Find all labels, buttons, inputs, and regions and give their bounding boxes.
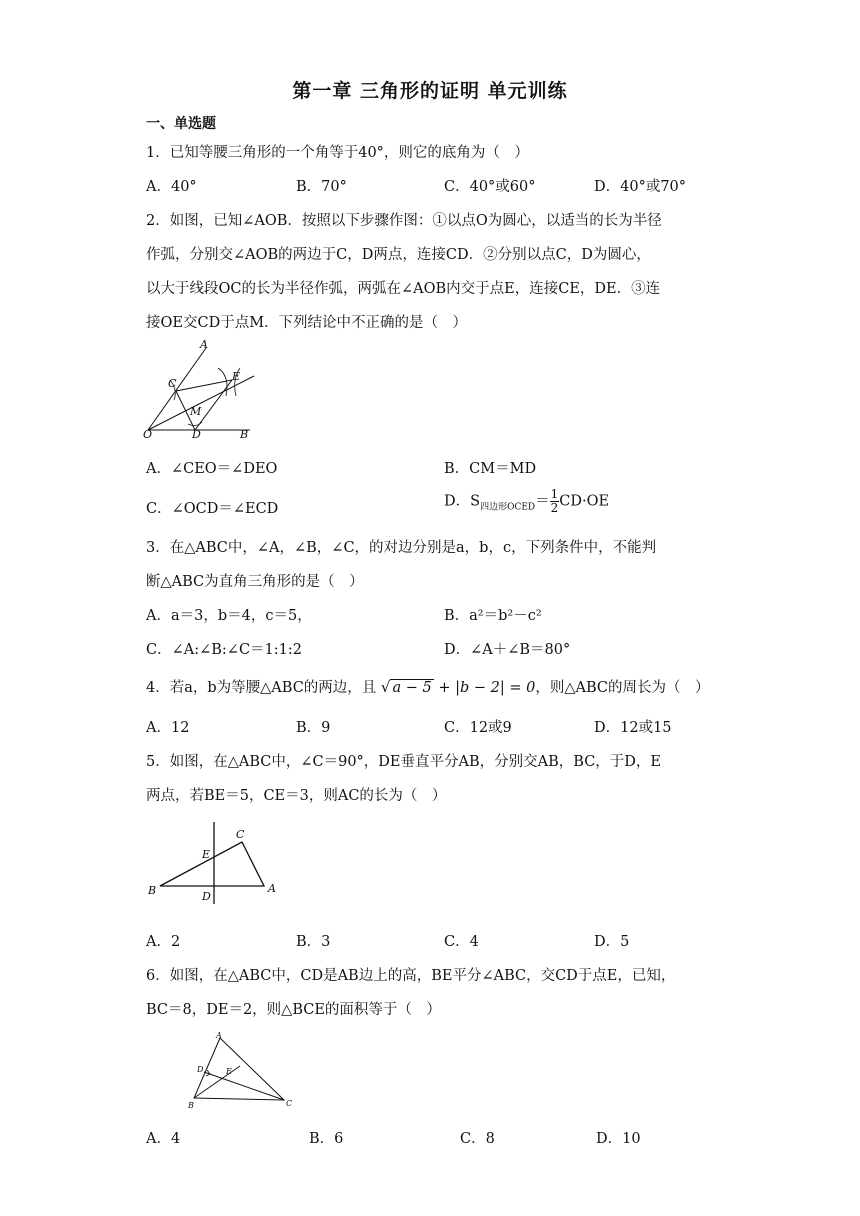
q5-option-b: B．3: [296, 934, 331, 950]
question-3-line-2: 断△ABC为直角三角形的是（ ）: [146, 574, 364, 590]
question-1-text: 1．已知等腰三角形的一个角等于40°，则它的底角为（ ）: [146, 145, 529, 161]
q5-label-a: A: [268, 882, 276, 895]
q1-option-d: D．40°或70°: [594, 179, 687, 195]
q4-option-d: D．12或15: [594, 720, 672, 736]
q5-label-c: C: [236, 828, 245, 841]
q2-label-a: A: [200, 338, 208, 351]
q6-label-b: B: [188, 1101, 194, 1110]
q3-option-d: D．∠A＋∠B＝80°: [444, 642, 571, 658]
q2-option-a: A．∠CEO＝∠DEO: [146, 461, 278, 477]
q5-option-d: D．5: [594, 934, 630, 950]
q4-sqrt-content: a − 5: [392, 680, 432, 696]
question-2-line-4: 接OE交CD于点M．下列结论中不正确的是（ ）: [146, 315, 468, 331]
q2-option-d-prefix: D．S: [444, 493, 481, 510]
question-6-line-1: 6．如图，在△ABC中，CD是AB边上的高，BE平分∠ABC，交CD于点E，已知，: [146, 968, 676, 984]
q2-label-m: M: [190, 405, 202, 418]
q5-label-d: D: [202, 890, 211, 903]
q5-label-e: E: [202, 848, 211, 861]
question-2-line-2: 作弧，分别交∠AOB的两边于C，D两点，连接CD．②分别以点C，D为圆心，: [146, 247, 651, 263]
q6-option-c: C．8: [460, 1131, 495, 1147]
q2-label-o: O: [143, 428, 153, 441]
q6-label-c: C: [286, 1099, 293, 1108]
q2-label-b: B: [240, 428, 249, 441]
q2-option-d-equals: ＝: [535, 493, 550, 510]
q1-option-a: A．40°: [146, 179, 197, 195]
q3-option-b: B．a²＝b²－c²: [444, 608, 542, 624]
q2-figure: [140, 338, 265, 442]
q6-option-a: A．4: [146, 1131, 181, 1147]
q2-label-d: D: [192, 428, 201, 441]
q6-option-d: D．10: [596, 1131, 641, 1147]
q1-option-b: B．70°: [296, 179, 347, 195]
q4-option-a: A．12: [146, 720, 190, 736]
q6-figure: [184, 1030, 296, 1112]
q4-option-c: C．12或9: [444, 720, 512, 736]
q5-figure: [142, 818, 282, 910]
question-2-line-1: 2．如图，已知∠AOB．按照以下步骤作图：①以点O为圆心，以适当的长为半径: [146, 213, 662, 229]
question-2-line-3: 以大于线段OC的长为半径作弧，两弧在∠AOB内交于点E，连接CE，DE．③连: [146, 281, 661, 297]
question-6-line-2: BC＝8，DE＝2，则△BCE的面积等于（ ）: [146, 1002, 441, 1018]
q2-option-d-suffix: CD·OE: [559, 493, 610, 510]
q4-suffix: ，则△ABC的周长为（ ）: [535, 680, 710, 696]
q5-option-a: A．2: [146, 934, 181, 950]
fraction-numerator: 1: [550, 487, 559, 501]
fraction-denominator: 2: [550, 501, 559, 515]
q6-option-b: B．6: [309, 1131, 344, 1147]
fraction: [550, 488, 560, 515]
q2-option-d-subscript: 四边形OCED: [480, 502, 536, 513]
q6-label-e: E: [226, 1067, 232, 1076]
q4-prefix: 4．若a，b为等腰△ABC的两边，且: [146, 680, 377, 696]
q3-option-c: C．∠A:∠B:∠C＝1:1:2: [146, 642, 302, 658]
q3-option-a: A．a＝3，b＝4，c＝5，: [146, 608, 312, 624]
question-5-line-2: 两点，若BE＝5，CE＝3，则AC的长为（ ）: [146, 788, 447, 804]
q2-label-e: E: [232, 370, 241, 383]
question-3-line-1: 3．在△ABC中，∠A，∠B，∠C，的对边分别是a，b，c，下列条件中，不能判: [146, 540, 657, 556]
q2-option-b: B．CM＝MD: [444, 461, 537, 477]
q2-label-c: C: [168, 377, 177, 390]
q2-option-d: [444, 488, 609, 515]
q1-option-c: C．40°或60°: [444, 179, 536, 195]
page-title: 第一章 三角形的证明 单元训练: [292, 80, 568, 102]
question-4-text: [146, 676, 709, 697]
sqrt-symbol: √: [380, 678, 391, 696]
q4-option-b: B．9: [296, 720, 331, 736]
q5-label-b: B: [148, 884, 157, 897]
q5-option-c: C．4: [444, 934, 479, 950]
q6-label-d: D: [197, 1065, 204, 1074]
q2-option-c: C．∠OCD＝∠ECD: [146, 501, 279, 517]
q4-abs-expression: + |b − 2| = 0: [438, 680, 536, 696]
section-heading: 一、单选题: [146, 116, 216, 132]
question-5-line-1: 5．如图，在△ABC中，∠C＝90°，DE垂直平分AB，分别交AB，BC，于D，E: [146, 754, 662, 770]
q6-label-a: A: [216, 1031, 222, 1040]
